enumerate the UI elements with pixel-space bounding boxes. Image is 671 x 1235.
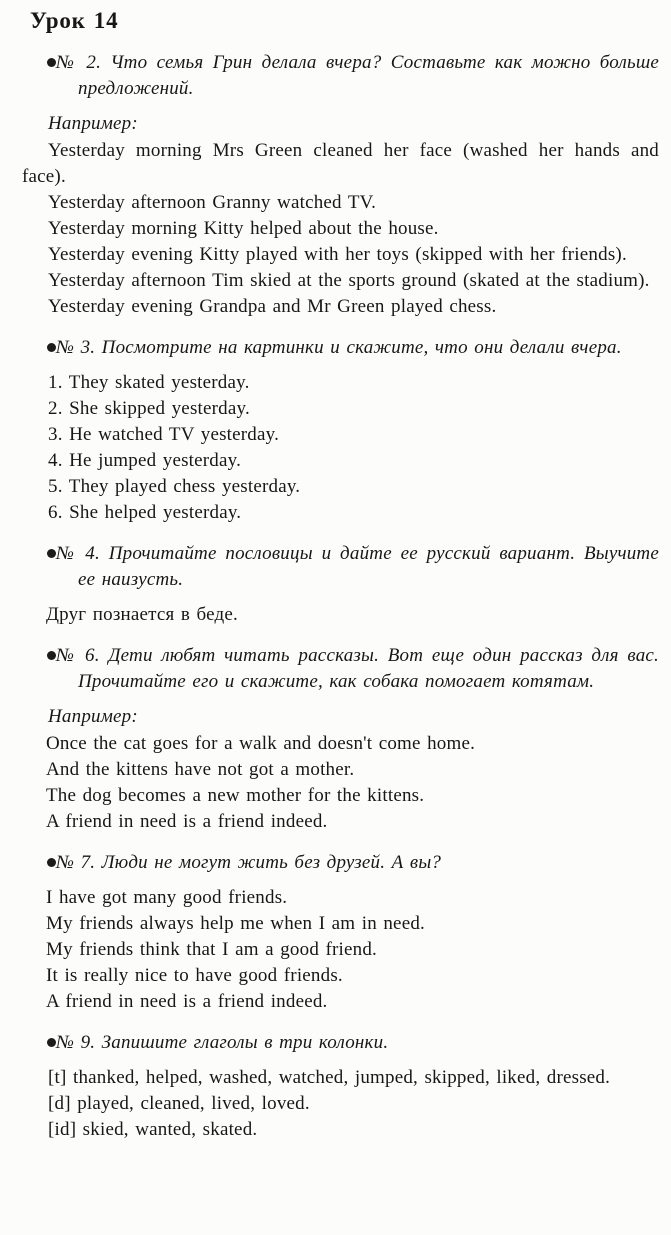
exercise-3-header — [56, 335, 659, 361]
paragraph: A friend in need is a friend indeed. — [46, 991, 328, 1012]
paragraph: [d] played, cleaned, lived, loved. — [48, 1093, 310, 1114]
paragraph: Yesterday evening Kitty played with her toys (skipped with her friends). — [48, 244, 627, 265]
exercise-header-text: № 7. Люди не могут жить без друзей. А вы? — [56, 852, 442, 873]
list-item: 6. She helped yesterday. — [48, 502, 242, 523]
paragraph: My friends always help me when I am in need. — [46, 913, 425, 934]
list-item: 4. He jumped yesterday. — [48, 450, 242, 471]
exercise-2 — [22, 50, 661, 320]
exercise-4 — [22, 541, 661, 628]
bullet-icon — [47, 1038, 56, 1047]
bullet-icon — [47, 651, 56, 660]
paragraph: My friends think that I am a good friend. — [46, 939, 377, 960]
paragraph: I have got many good friends. — [46, 887, 288, 908]
bullet-icon — [47, 858, 56, 867]
list-item: 5. They played chess yesterday. — [48, 476, 301, 497]
paragraph: The dog becomes a new mother for the kittens. — [46, 785, 425, 806]
exercise-9-header — [56, 1030, 659, 1056]
exercise-7-header — [56, 850, 659, 876]
exercise-header-text: № 6. Дети любят читать рассказы. Вот еще один рассказ для вас. Прочитайте его и скажите, как собака помогает котятам. — [56, 645, 659, 692]
paragraph: Yesterday evening Grandpa and Mr Green played chess. — [48, 296, 497, 317]
paragraph: Yesterday afternoon Granny watched TV. — [48, 192, 377, 213]
exercise-2-header — [56, 50, 659, 102]
list-item: 3. He watched TV yesterday. — [48, 424, 280, 445]
exercise-6-header — [56, 643, 659, 695]
exercise-3 — [22, 335, 661, 526]
paragraph: Yesterday morning Mrs Green cleaned her face (washed her hands and face). — [22, 140, 659, 187]
exercise-header-text: № 4. Прочитайте пословицы и дайте ее русский вариант. Выучите ее наизусть. — [56, 543, 659, 590]
exercise-7 — [22, 850, 661, 1015]
exercise-header-text: № 9. Запишите глаголы в три колонки. — [56, 1032, 389, 1053]
exercise-6 — [22, 643, 661, 835]
bullet-icon — [47, 343, 56, 352]
paragraph: [t] thanked, helped, washed, watched, jumped, skipped, liked, dressed. — [48, 1067, 611, 1088]
paragraph: Yesterday afternoon Tim skied at the sports ground (skated at the stadium). — [48, 270, 650, 291]
exercise-header-text: № 3. Посмотрите на картинки и скажите, что они делали вчера. — [56, 337, 622, 358]
paragraph: It is really nice to have good friends. — [46, 965, 343, 986]
example-label: Например: — [48, 113, 138, 134]
example-label: Например: — [48, 706, 138, 727]
list-item: 1. They skated yesterday. — [48, 372, 250, 393]
exercise-9 — [22, 1030, 661, 1143]
exercise-4-header — [56, 541, 659, 593]
bullet-icon — [47, 549, 56, 558]
list-item: 2. She skipped yesterday. — [48, 398, 250, 419]
paragraph: Друг познается в беде. — [46, 604, 238, 625]
paragraph: Yesterday morning Kitty helped about the house. — [48, 218, 439, 239]
paragraph: [id] skied, wanted, skated. — [48, 1119, 258, 1140]
paragraph: Once the cat goes for a walk and doesn't come home. — [46, 733, 476, 754]
page-title: Урок 14 — [30, 8, 119, 33]
paragraph: A friend in need is a friend indeed. — [46, 811, 328, 832]
bullet-icon — [47, 58, 56, 67]
exercise-header-text: № 2. Что семья Грин делала вчера? Составьте как можно больше предложений. — [56, 52, 659, 99]
paragraph: And the kittens have not got a mother. — [46, 759, 355, 780]
